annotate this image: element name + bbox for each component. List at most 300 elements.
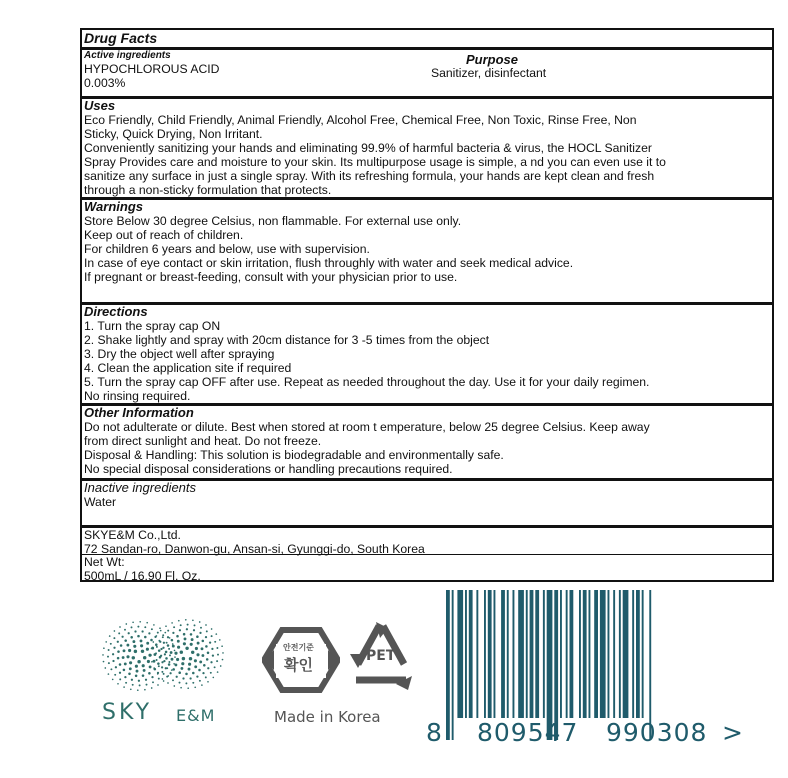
logo-dot bbox=[172, 679, 174, 681]
logo-dot bbox=[146, 684, 148, 686]
logo-dot bbox=[172, 632, 174, 634]
logo-dot bbox=[171, 639, 174, 642]
logo-dot bbox=[167, 644, 170, 647]
logo-dot bbox=[114, 674, 116, 676]
barcode-bar bbox=[560, 590, 562, 718]
logo-dot bbox=[166, 642, 168, 644]
logo-dot bbox=[168, 663, 171, 666]
logo-dot bbox=[117, 650, 120, 653]
logo-dot bbox=[164, 653, 166, 655]
barcode-bar bbox=[513, 590, 515, 718]
logo-dot bbox=[102, 654, 104, 656]
directions-line: 2. Shake lightly and spray with 20cm distance for 3 -5 times from the object bbox=[84, 333, 490, 347]
logo-dot bbox=[113, 637, 115, 639]
logo-dot bbox=[112, 679, 114, 681]
barcode-bar bbox=[613, 590, 615, 718]
logo-dot bbox=[119, 626, 121, 628]
warnings-line: Keep out of reach of children. bbox=[84, 228, 244, 242]
logo-dot bbox=[153, 624, 155, 626]
logo-dot bbox=[137, 635, 140, 638]
logo-dot bbox=[151, 687, 153, 689]
barcode-bar bbox=[494, 590, 496, 718]
logo-dot bbox=[137, 660, 140, 663]
logo-dot bbox=[108, 673, 110, 675]
logo-dot bbox=[199, 632, 201, 634]
logo-dot bbox=[212, 677, 214, 679]
logo-dot bbox=[140, 644, 143, 647]
warnings-line: In case of eye contact or skin irritation, flush throughly with water and seek medical advice. bbox=[84, 256, 574, 270]
logo-dot bbox=[135, 665, 138, 668]
logo-dot bbox=[160, 630, 162, 632]
logo-dot bbox=[128, 649, 131, 652]
logo-dot bbox=[177, 640, 180, 643]
logo-dot bbox=[143, 656, 146, 659]
logo-dot bbox=[169, 672, 171, 674]
logo-dot bbox=[189, 657, 192, 660]
logo-dot bbox=[170, 651, 173, 654]
warnings-line: Store Below 30 degree Celsius, non flammable. For external use only. bbox=[84, 214, 462, 228]
logo-dot bbox=[162, 636, 164, 638]
sky-em-logo-icon bbox=[95, 608, 230, 703]
logo-dot bbox=[192, 682, 194, 684]
logo-dot bbox=[136, 670, 139, 673]
logo-dot bbox=[174, 650, 176, 652]
logo-dot bbox=[191, 651, 194, 654]
logo-dot bbox=[186, 628, 188, 630]
logo-dot bbox=[215, 633, 217, 635]
logo-dot bbox=[183, 642, 186, 645]
logo-dot bbox=[144, 626, 146, 628]
barcode-bar bbox=[566, 590, 568, 718]
logo-dot bbox=[185, 619, 187, 621]
logo-dot bbox=[192, 672, 195, 675]
logo-dot bbox=[140, 639, 143, 642]
brand-main-text: SKY bbox=[102, 700, 153, 725]
logo-dot bbox=[192, 619, 194, 621]
drug-facts-title: Drug Facts bbox=[84, 30, 158, 46]
logo-dot bbox=[118, 632, 120, 634]
logo-dot bbox=[109, 635, 111, 637]
logo-dot bbox=[163, 642, 165, 644]
logo-dot bbox=[119, 672, 121, 674]
logo-dot bbox=[123, 669, 126, 672]
logo-dot bbox=[171, 658, 174, 661]
logo-dot bbox=[209, 641, 211, 643]
barcode-bar bbox=[465, 590, 467, 718]
logo-dot bbox=[142, 664, 145, 667]
logo-dot bbox=[126, 644, 129, 647]
barcode-bar bbox=[469, 590, 473, 718]
logo-dot bbox=[219, 639, 221, 641]
logo-dot bbox=[113, 647, 115, 649]
uses-line: Conveniently sanitizing your hands and eliminating 99.9% of harmful bacteria & virus, the HOCL Sanitizer bbox=[84, 141, 652, 155]
logo-dot bbox=[158, 678, 160, 680]
logo-dot bbox=[196, 635, 199, 638]
logo-dot bbox=[117, 657, 120, 660]
barcode-lead-digit: 8 bbox=[426, 718, 442, 747]
logo-dot bbox=[202, 640, 205, 643]
uses-line: Sticky, Quick Drying, Non Irritant. bbox=[84, 127, 263, 141]
logo-dot bbox=[189, 677, 191, 679]
barcode-bar bbox=[457, 590, 463, 718]
logo-dot bbox=[205, 636, 207, 638]
logo-dot bbox=[201, 647, 204, 650]
logo-dot bbox=[166, 676, 168, 678]
logo-dot bbox=[180, 667, 183, 670]
directions-line: 5. Turn the spray cap OFF after use. Repeat as needed throughout the day. Use it for your daily regimen. bbox=[84, 375, 650, 389]
barcode-bar bbox=[452, 590, 454, 740]
logo-dot bbox=[178, 620, 180, 622]
logo-dot bbox=[139, 684, 141, 686]
logo-dot bbox=[194, 665, 197, 668]
other-information-section bbox=[82, 403, 772, 478]
company-name: SKYE&M Co.,Ltd. bbox=[84, 528, 181, 542]
logo-dot bbox=[141, 650, 144, 653]
logo-dot bbox=[194, 624, 196, 626]
logo-dot bbox=[199, 621, 201, 623]
logo-dot bbox=[157, 673, 159, 675]
logo-dot bbox=[103, 647, 105, 649]
logo-dot bbox=[188, 668, 191, 671]
barcode-bar bbox=[518, 590, 524, 718]
logo-dot bbox=[172, 645, 175, 648]
logo-dot bbox=[124, 662, 127, 665]
logo-dot bbox=[194, 686, 196, 688]
logo-dot bbox=[205, 645, 208, 648]
logo-dot bbox=[173, 626, 175, 628]
logo-dot bbox=[207, 681, 209, 683]
active-ingredient-name: HYPOCHLOROUS ACID bbox=[84, 62, 220, 76]
active-ingredient-amount: 0.003% bbox=[84, 76, 126, 90]
logo-dot bbox=[216, 647, 218, 649]
logo-dot bbox=[158, 640, 160, 642]
logo-dot bbox=[196, 653, 199, 656]
barcode-bar bbox=[594, 590, 598, 718]
barcode-bar bbox=[636, 590, 640, 718]
logo-dot bbox=[164, 632, 166, 634]
logo-dot bbox=[198, 669, 201, 672]
logo-dot bbox=[146, 642, 149, 645]
logo-dot bbox=[176, 635, 179, 638]
logo-dot bbox=[171, 669, 173, 671]
logo-dot bbox=[103, 661, 105, 663]
logo-dot bbox=[222, 652, 224, 654]
inactive-ingredient-value: Water bbox=[84, 495, 117, 509]
logo-dot bbox=[201, 684, 203, 686]
logo-dot bbox=[158, 665, 160, 667]
barcode-bar bbox=[642, 590, 644, 718]
logo-dot bbox=[112, 660, 114, 662]
logo-dot bbox=[115, 666, 117, 668]
logo-dot bbox=[112, 653, 114, 655]
logo-dot bbox=[179, 682, 181, 684]
barcode-bar bbox=[476, 590, 478, 718]
logo-dot bbox=[150, 654, 152, 656]
logo-dot bbox=[141, 630, 143, 632]
logo-dot bbox=[185, 682, 187, 684]
logo-dot bbox=[137, 689, 139, 691]
logo-dot bbox=[149, 665, 152, 668]
logo-dot bbox=[214, 641, 216, 643]
logo-dot bbox=[184, 637, 187, 640]
logo-dot bbox=[161, 671, 163, 673]
logo-dot bbox=[146, 648, 149, 651]
drug-facts-panel bbox=[80, 28, 774, 582]
logo-dot bbox=[200, 627, 202, 629]
logo-dot bbox=[176, 676, 178, 678]
logo-dot bbox=[161, 666, 163, 668]
logo-dot bbox=[199, 680, 201, 682]
logo-dot bbox=[163, 673, 165, 675]
logo-dot bbox=[135, 675, 138, 678]
barcode-bar bbox=[583, 590, 587, 718]
logo-dot bbox=[156, 646, 158, 648]
logo-dot bbox=[196, 675, 198, 677]
logo-dot bbox=[114, 630, 116, 632]
uses-line: Eco Friendly, Child Friendly, Animal Friendly, Alcohol Free, Chemical Free, Non Toxic, Rinse Free, Non bbox=[84, 113, 637, 127]
logo-dot bbox=[125, 623, 127, 625]
logo-dot bbox=[124, 629, 126, 631]
safety-label: 안전기준 bbox=[283, 643, 314, 652]
other-information-title: Other Information bbox=[84, 405, 194, 420]
barcode-bar bbox=[501, 590, 505, 718]
logo-dot bbox=[178, 671, 181, 674]
logo-dot bbox=[162, 678, 164, 680]
logo-dot bbox=[199, 660, 202, 663]
warnings-line: If pregnant or breast-feeding, consult with your physician prior to use. bbox=[84, 270, 458, 284]
logo-dot bbox=[167, 682, 169, 684]
logo-dot bbox=[173, 685, 175, 687]
logo-dot bbox=[163, 680, 165, 682]
logo-dot bbox=[120, 644, 123, 647]
logo-dot bbox=[163, 660, 165, 662]
active-ingredients-label: Active ingredients bbox=[84, 50, 171, 61]
logo-dot bbox=[160, 655, 162, 657]
logo-dot bbox=[132, 656, 135, 659]
logo-dot bbox=[105, 641, 107, 643]
logo-dot bbox=[205, 676, 207, 678]
logo-dot bbox=[221, 645, 223, 647]
logo-dot bbox=[174, 652, 177, 655]
logo-dot bbox=[187, 624, 189, 626]
logo-dot bbox=[201, 654, 204, 657]
logo-dot bbox=[132, 684, 134, 686]
barcode-bar bbox=[530, 590, 534, 718]
logo-dot bbox=[151, 676, 153, 678]
logo-dot bbox=[220, 665, 222, 667]
net-weight-label: Net Wt: bbox=[84, 555, 125, 569]
logo-dot bbox=[181, 662, 184, 665]
barcode-right-digits: 990308 bbox=[606, 718, 708, 747]
barcode-bar bbox=[570, 590, 574, 718]
logo-dot bbox=[130, 688, 132, 690]
other-information-line: Do not adulterate or dilute. Best when stored at room t emperature, below 25 degree Celsius. Keep away bbox=[84, 420, 650, 434]
logo-dot bbox=[174, 663, 177, 666]
logo-dot bbox=[153, 667, 155, 669]
logo-dot bbox=[217, 671, 219, 673]
logo-dot bbox=[157, 632, 159, 634]
barcode-bar bbox=[446, 590, 450, 740]
logo-dot bbox=[207, 652, 210, 655]
net-weight-value: 500mL / 16.90 Fl. Oz. bbox=[84, 569, 201, 583]
logo-dot bbox=[155, 652, 157, 654]
warnings-line: For children 6 years and below, use with supervision. bbox=[84, 242, 370, 256]
logo-dot bbox=[167, 636, 169, 638]
logo-dot bbox=[168, 661, 170, 663]
barcode-bar bbox=[484, 590, 486, 718]
logo-dot bbox=[177, 646, 180, 649]
barcode-bar bbox=[488, 590, 492, 718]
directions-line: 1. Turn the spray cap ON bbox=[84, 319, 221, 333]
logo-dot bbox=[148, 632, 150, 634]
other-information-line: Disposal & Handling: This solution is biodegradable and environmentally safe. bbox=[84, 448, 504, 462]
logo-dot bbox=[174, 656, 176, 658]
uses-line: sanitize any surface in just a single spray. With its refreshing formula, your hands are kept clean and fresh bbox=[84, 169, 655, 183]
logo-dot bbox=[125, 682, 127, 684]
logo-dot bbox=[217, 654, 219, 656]
barcode-bar bbox=[535, 590, 539, 718]
logo-dot bbox=[165, 651, 168, 654]
active-ingredients-section bbox=[82, 47, 772, 96]
logo-dot bbox=[176, 658, 179, 661]
logo-dot bbox=[207, 667, 209, 669]
logo-dot bbox=[162, 634, 164, 636]
uses-section bbox=[82, 96, 772, 197]
barcode-bar bbox=[608, 590, 610, 718]
barcode-bar bbox=[507, 590, 509, 718]
logo-dot bbox=[155, 643, 158, 646]
logo-dot bbox=[142, 674, 145, 677]
logo-dot bbox=[212, 654, 214, 656]
directions-section bbox=[82, 302, 772, 403]
barcode-bar bbox=[526, 590, 528, 718]
barcode-tail-mark: > bbox=[722, 718, 743, 747]
logo-dot bbox=[156, 635, 158, 637]
logo-dot bbox=[132, 621, 134, 623]
logo-dot bbox=[139, 621, 141, 623]
logo-dot bbox=[134, 650, 137, 653]
logo-dot bbox=[152, 641, 154, 643]
logo-dot bbox=[151, 661, 153, 663]
logo-dot bbox=[124, 676, 126, 678]
logo-dot bbox=[169, 654, 171, 656]
barcode-bar bbox=[623, 590, 629, 718]
logo-dot bbox=[151, 628, 153, 630]
logo-dot bbox=[180, 624, 182, 626]
logo-dot bbox=[104, 667, 106, 669]
safety-confirm-text: 확인 bbox=[284, 656, 313, 674]
logo-dot bbox=[117, 641, 119, 643]
logo-dot bbox=[108, 662, 110, 664]
logo-dot bbox=[216, 660, 218, 662]
directions-line: 4. Clean the application site if required bbox=[84, 361, 292, 375]
logo-dot bbox=[190, 633, 193, 636]
barcode-bar bbox=[632, 590, 634, 718]
logo-dot bbox=[187, 687, 189, 689]
logo-dot bbox=[180, 687, 182, 689]
barcode-bar bbox=[600, 590, 606, 718]
logo-dot bbox=[117, 683, 119, 685]
logo-dot bbox=[131, 626, 133, 628]
logo-dot bbox=[214, 666, 216, 668]
logo-dot bbox=[133, 645, 136, 648]
logo-dot bbox=[211, 635, 213, 637]
logo-dot bbox=[126, 655, 129, 658]
logo-dot bbox=[147, 660, 150, 663]
logo-dot bbox=[179, 629, 181, 631]
other-information-line: from direct sunlight and heat. Do not freeze. bbox=[84, 434, 322, 448]
brand-sub-text: E&M bbox=[176, 706, 216, 725]
logo-dot bbox=[121, 636, 123, 638]
logo-dot bbox=[195, 647, 198, 650]
logo-dot bbox=[205, 624, 207, 626]
logo-dot bbox=[143, 669, 146, 672]
uses-line: Spray Provides care and moisture to your skin. Its multipurpose usage is simple, a nd you can even use it to bbox=[84, 155, 666, 169]
logo-dot bbox=[182, 677, 184, 679]
logo-dot bbox=[202, 672, 204, 674]
logo-dot bbox=[172, 668, 175, 671]
barcode-bar bbox=[579, 590, 581, 718]
logo-dot bbox=[203, 664, 206, 667]
logo-dot bbox=[131, 679, 133, 681]
logo-dot bbox=[128, 673, 131, 676]
logo-dot bbox=[193, 629, 195, 631]
logo-dot bbox=[165, 625, 167, 627]
logo-dot bbox=[211, 628, 213, 630]
logo-dot bbox=[160, 648, 162, 650]
logo-dot bbox=[134, 630, 136, 632]
pet-label: PET bbox=[366, 648, 396, 664]
logo-dot bbox=[161, 661, 163, 663]
logo-dot bbox=[144, 636, 147, 639]
logo-dot bbox=[128, 632, 130, 634]
logo-dot bbox=[144, 689, 146, 691]
logo-dot bbox=[150, 639, 153, 642]
logo-dot bbox=[119, 663, 122, 666]
logo-dot bbox=[107, 656, 109, 658]
logo-dot bbox=[108, 649, 110, 651]
logo-dot bbox=[130, 636, 133, 639]
barcode-bar bbox=[619, 590, 621, 718]
logo-dot bbox=[132, 640, 135, 643]
inactive-ingredients-section bbox=[82, 478, 772, 525]
logo-dot bbox=[122, 656, 125, 659]
uses-line: through a non-sticky formulation that protects. bbox=[84, 183, 332, 197]
logo-dot bbox=[190, 643, 193, 646]
directions-line: 3. Dry the object well after spraying bbox=[84, 347, 275, 361]
logo-dot bbox=[206, 630, 208, 632]
logo-dot bbox=[153, 660, 156, 663]
logo-dot bbox=[157, 662, 160, 665]
logo-dot bbox=[156, 659, 158, 661]
logo-dot bbox=[158, 649, 161, 652]
purpose-text: Sanitizer, disinfectant bbox=[431, 66, 547, 80]
barcode-bar bbox=[543, 590, 545, 718]
logo-dot bbox=[183, 633, 186, 636]
logo-dot bbox=[182, 657, 185, 660]
logo-dot bbox=[211, 648, 213, 650]
logo-dot bbox=[188, 663, 191, 666]
logo-dot bbox=[197, 642, 200, 645]
logo-dot bbox=[191, 638, 194, 641]
warnings-section bbox=[82, 197, 772, 302]
logo-dot bbox=[129, 667, 132, 670]
warnings-title: Warnings bbox=[84, 199, 143, 214]
logo-dot bbox=[206, 658, 209, 661]
logo-dot bbox=[168, 648, 170, 650]
drug-facts-header bbox=[82, 30, 772, 47]
logo-dot bbox=[222, 659, 224, 661]
